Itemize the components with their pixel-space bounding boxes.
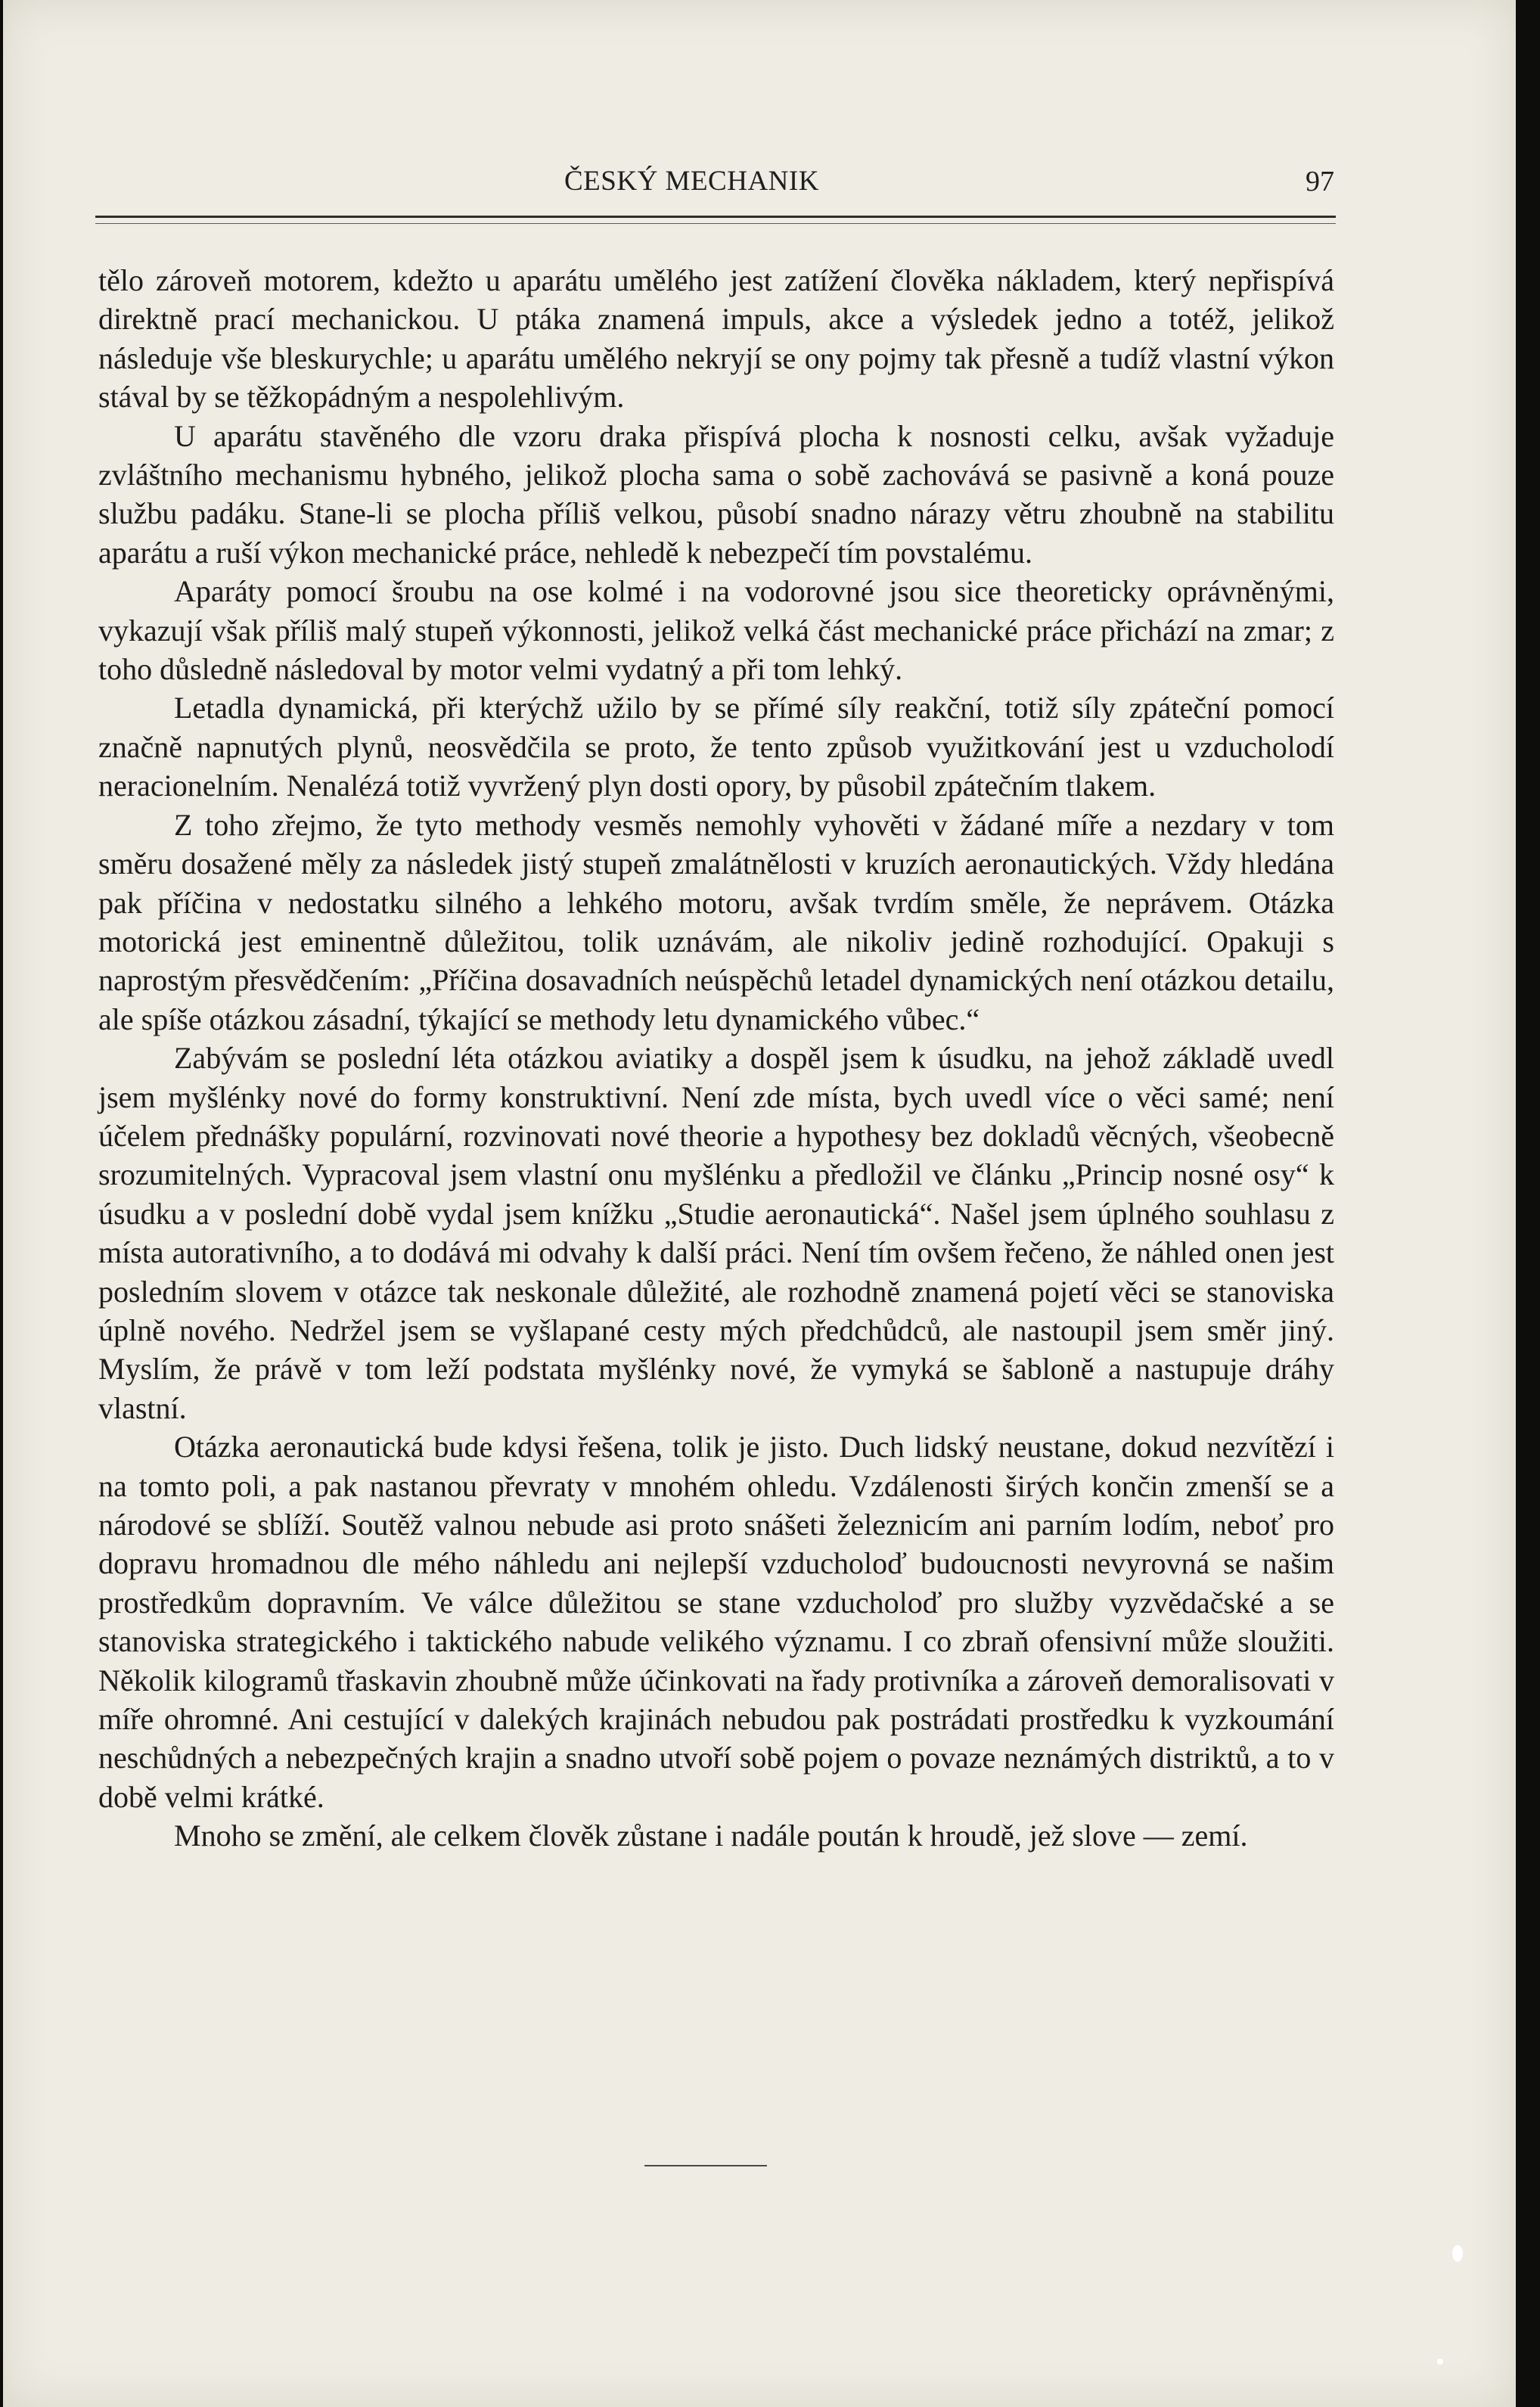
header-rule-thin	[95, 223, 1336, 224]
body-text	[98, 261, 1334, 1856]
paper-speck	[1437, 2359, 1443, 2365]
paragraph: Aparáty pomocí šroubu na ose kolmé i na vodorovné jsou sice theoreticky oprávněnými, vykazují však příliš malý stupeň výkonnosti, jelikož velká část mechanické práce přichází na zmar; z toho důsledně následoval by motor velmi vydatný a při tom lehký.	[98, 574, 1334, 687]
scanned-page	[3, 0, 1516, 2407]
paragraph: Z toho zřejmo, že tyto methody vesměs nemohly vyhověti v žádané míře a nezdary v tom směru dosažené měly za následek jistý stupeň zmalátnělosti v kruzích aeronautických. Vždy hledána pak příčina v nedostatku silného a lehkého motoru, avšak tvrdím směle, že neprávem. Otázka motorická jest eminentně důležitou, tolik uznávám, ale nikoliv jedině rozhodující. Opakuji s naprostým přesvědčením: „Příčina dosavadních neúspěchů letadel dynamických není otázkou detailu, ale spíše otázkou zásadní, týkající se methody letu dynamického vůbec.“	[98, 807, 1334, 1036]
page-number: 97	[1306, 166, 1334, 197]
running-title: ČESKÝ MECHANIK	[564, 166, 819, 197]
paragraph: tělo zároveň motorem, kdežto u aparátu umělého jest zatížení člověka nákladem, který nepřispívá direktně prací mechanickou. U ptáka znamená impuls, akce a výsledek jedno a totéž, jelikož následuje vše bleskurychle; u aparátu umělého nekryjí se ony pojmy tak přesně a tudíž vlastní výkon stával by se těžkopádným a nespolehlivým.	[98, 263, 1334, 415]
page-header	[95, 165, 1334, 210]
paper-speck	[1452, 2245, 1463, 2262]
paragraph: Zabývám se poslední léta otázkou aviatiky a dospěl jsem k úsudku, na jehož základě uvedl jsem myšlénky nové do formy konstruktivní. Není zde místa, bych uvedl více o věci samé; není účelem přednášky populární, rozvinovati nové theorie a hypothesy bez dokladů věcných, všeobecně srozumitelných. Vypracoval jsem vlastní onu myšlénku a předložil ve článku „Princip nosné osy“ k úsudku a v poslední době vydal jsem knížku „Studie aeronautická“. Našel jsem úplného souhlasu z místa autorativního, a to dodává mi odvahy k další práci. Není tím ovšem řečeno, že náhled onen jest posledním slovem v otázce tak neskonale důležité, ale rozhodně znamená pojetí věci se stanoviska úplně nového. Nedržel jsem se vyšlapané cesty mých předchůdců, ale nastoupil jsem směr jiný. Myslím, že právě v tom leží podstata myšlénky nové, že vymyká se šabloně a nastupuje dráhy vlastní.	[98, 1041, 1334, 1425]
closing-rule	[644, 2165, 767, 2166]
header-rule	[95, 216, 1336, 218]
paragraph: U aparátu stavěného dle vzoru draka přispívá plocha k nosnosti celku, avšak vyžaduje zvláštního mechanismu hybného, jelikož plocha sama o sobě zachovává se pasivně a koná pouze službu padáku. Stane-li se plocha příliš velkou, působí snadno nárazy větru zhoubně na stabilitu aparátu a ruší výkon mechanické práce, nehledě k nebezpečí tím povstalému.	[98, 418, 1334, 570]
paragraph: Mnoho se změní, ale celkem člověk zůstane i nadále poután k hroudě, jež slove — zemí.	[174, 1818, 1248, 1853]
paragraph: Letadla dynamická, při kterýchž užilo by se přímé síly reakční, totiž síly zpáteční pomocí značně napnutých plynů, neosvědčila se proto, že tento způsob využitkování jest u vzducholodí neracionelním. Nenalézá totiž vyvržený plyn dosti opory, by působil zpátečním tlakem.	[98, 691, 1334, 803]
paragraph: Otázka aeronautická bude kdysi řešena, tolik je jisto. Duch lidský neustane, dokud nezvítězí i na tomto poli, a pak nastanou převraty v mnohém ohledu. Vzdálenosti širých končin zmenší se a národové se sblíží. Soutěž valnou nebude asi proto snášeti železnicím ani parním lodím, neboť pro dopravu hromadnou dle mého náhledu ani nejlepší vzducholoď budoucnosti nevyrovná se našim prostředkům dopravním. Ve válce důležitou se stane vzducholoď pro služby vyzvědačské a se stanoviska strategického i taktického nabude velikého významu. I co zbraň ofensivní může sloužiti. Několik kilogramů třaskavin zhoubně může účinkovati na řady protivníka a zároveň demoralisovati v míře ohromné. Ani cestující v dalekých krajinách nebudou pak postrádati prostředku k vyzkoumání neschůdných a nebezpečných krajin a snadno utvoří sobě pojem o povaze neznámých distriktů, a to v době velmi krátké.	[98, 1430, 1334, 1814]
